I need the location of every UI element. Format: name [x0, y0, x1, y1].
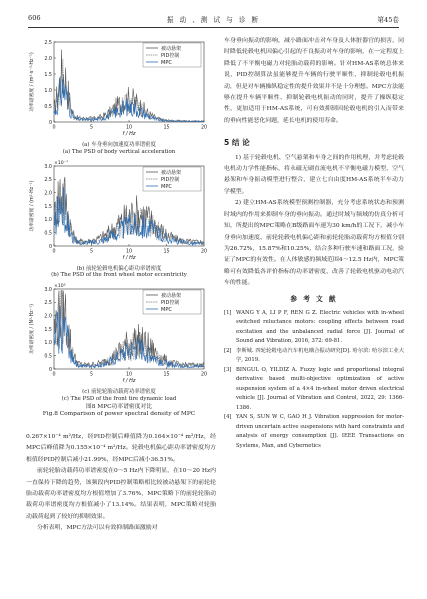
y-tick-label: 1.0: [44, 341, 52, 347]
reference-number: [3]: [224, 366, 232, 373]
reference-item: [224, 413, 404, 451]
x-tick-label: 5: [89, 125, 94, 131]
reference-number: [1]: [224, 309, 232, 316]
chart-a: [24, 34, 214, 156]
y-tick-label: 0: [48, 244, 52, 250]
chart-a-svg: [24, 34, 214, 142]
x-axis-label: f / Hz: [122, 378, 136, 384]
x-tick-label: 10: [125, 125, 133, 131]
section-title: 5 结 论: [224, 138, 250, 148]
page-number: 606: [28, 14, 41, 22]
y-tick-label: 1.0: [44, 217, 52, 223]
scale-note: ×10⁵: [54, 284, 66, 289]
y-tick-label: 2.5: [44, 177, 52, 183]
x-tick-label: 10: [125, 249, 133, 254]
y-tick-label: 3.0: [44, 164, 52, 170]
chart-a-caption-en: (a) The PSD of body vertical acceleration: [62, 148, 176, 155]
chart-b-caption-cn: (b) 前轮轮毂电机偏心距功率谱密度: [76, 265, 162, 272]
legend-label: PID控制: [161, 299, 180, 306]
legend-label: PID控制: [161, 176, 180, 183]
x-tick-label: 20: [200, 125, 208, 131]
chart-b: [24, 158, 214, 280]
volume-label: 第45卷: [377, 16, 399, 24]
legend-label: 被动悬架: [161, 292, 182, 299]
x-tick-label: 5: [89, 372, 94, 378]
y-tick-label: 0.5: [44, 354, 52, 360]
y-tick-label: 3.0: [44, 287, 52, 293]
paragraph: 车身垂向振动的影响，减小路面冲击对车身及人体脏器官的损害，同时降低轮毂电机因偏心引起的不良振动对车身的影响，在一定程度上降低了不平衡电磁力对轮胎动载荷的影响。针对HM-AS系统总体来说，PID控制算法虽能够提升车辆的行驶平顺性，抑制轮毂电机振动，但是对车辆操纵稳定性的提升效果并不是十分理想。MPC方法能够在提升车辆平顺性、抑制轮毂电机振动的同时，提升了操纵稳定性，更加适用于HM-AS系统，可有效抑制因轮毂电机的引入而带来的垂向性能恶化问题，延长电机的使用寿命。: [224, 38, 404, 124]
legend-label: 被动悬架: [161, 45, 182, 52]
y-axis-label: 功率谱密度 / (m²·Hz⁻¹): [30, 179, 35, 232]
paragraph: 2) 建立HM-AS系统模型预测控制器，充分考虑系统状态和预测时域内的作用来抑制车身的垂向振动。通过时域与频域的仿真分析可知，所提出的MPC策略在B级路面车速为30 km/h的工况下，减小车身垂向加速度、前轮轮毂电机偏心距和前轮轮胎动载荷均方根值分别为26.72%，15.87%和10.25%，结合多种行驶车速和路面工况，验证了MPC的有效性。在人体敏感的频域范围4～12.5 Hz内，MPC策略可有效降低各评价指标的功率谱密度，改善了轮毂电机驱动电动汽车的性能。: [224, 200, 404, 287]
y-tick-label: 1.5: [44, 204, 52, 210]
legend-label: MPC: [161, 306, 172, 313]
page-header: [28, 14, 399, 28]
paragraph: 前轮轮胎动载荷功率谱密度在0～5 Hz内下降明显，在10～20 Hz内一直保持下降的趋势，该频段内PID控制策略相比较被动悬架下的前轮轮胎动载荷功率谱密度均方根值增加了3.76%，MPC策略下的前轮轮胎动载荷功率谱密度均方根值减小了13.14%。结果表明，MPC策略对轮胎动载荷起到了较好的抑制效果。: [26, 468, 216, 520]
y-axis-label: 功率谱密度 / (N²·Hz⁻¹): [30, 303, 35, 355]
series-pid-line: [54, 59, 204, 122]
y-axis-label: 功率谱密度 / (m²·s⁻³·Hz⁻¹): [30, 52, 35, 112]
reference-item: [224, 347, 404, 366]
paragraph: 1) 基于轮毂电机、空气悬架和车身之间的作用机理，并考虑轮毂电机动力学性能指标，将永磁无刷直流电机不平衡电磁力模型、空气悬架和车身振动模型进行整合，建立七自由度HM-AS系统半车动力学模型。: [224, 154, 404, 195]
chart-a-caption-cn: (a) 车身垂向加速度功率谱密度: [82, 142, 156, 148]
chart-b-caption-en: (b) The PSD of the front wheel motor eccentricity: [51, 272, 187, 279]
paragraph: 分析表明，MPC方法可以有效抑制路面激励对: [37, 525, 158, 532]
x-tick-label: 0: [52, 372, 56, 378]
right-column-text: [224, 36, 404, 451]
reference-text: 李斯城. 四轮轮毂电动汽车机电耦合振动研究[D]. 哈尔滨: 哈尔滨工业大学, 2019.: [236, 347, 404, 364]
legend-label: MPC: [161, 59, 172, 66]
figure-caption-cn: 图8 MPC功率谱密度对比: [85, 403, 153, 410]
chart-c-caption-en: (c) The PSD of the front tire dynamic load: [61, 395, 177, 402]
y-tick-label: 0: [48, 367, 52, 373]
reference-text: BINGUL O, YILDIZ A. Fuzzy logic and proportional integral derivative based multi-objective optimization of active suspension system of a 4×4 in-wheel motor driven electrical vehicle [J]. Journal of Vibration and Control, 2022, 29: 1366-1386.: [236, 366, 404, 411]
reference-number: [4]: [224, 414, 232, 421]
scale-note: ×10⁻⁷: [54, 160, 68, 166]
chart-c: [24, 281, 214, 403]
journal-name: 振 动 、测 试 与 诊 断: [166, 16, 261, 24]
chart-c-svg: [24, 281, 214, 389]
x-axis-label: f / Hz: [122, 254, 136, 261]
figure-caption-en: Fig.8 Comparison of power spectral density of MPC: [42, 411, 196, 418]
header-rule: [28, 27, 399, 28]
x-axis-label: f / Hz: [122, 131, 136, 137]
legend-label: PID控制: [161, 52, 180, 59]
y-tick-label: 1.0: [44, 88, 52, 94]
x-tick-label: 10: [125, 372, 133, 378]
y-tick-label: 2.5: [44, 40, 52, 46]
y-tick-label: 2.5: [44, 301, 52, 307]
paragraph: 0.267×10⁻⁴ m²/Hz，经PID控制后峰值降为0.164×10⁻⁴ m²/Hz，经MPC后峰值降为0.155×10⁻⁴ m²/Hz。轮毂电机偏心距功率谱密度均方根值经PID控制后减小21.99%，经MPC后减小36.51%。: [26, 434, 216, 463]
y-tick-label: 1.5: [44, 72, 52, 78]
x-tick-label: 20: [200, 372, 208, 378]
figure-8: [24, 34, 214, 419]
reference-number: [2]: [224, 347, 232, 354]
reference-item: [224, 309, 404, 347]
chart-b-svg: [24, 158, 214, 266]
references-title: 参 考 文 献: [290, 294, 338, 303]
x-tick-label: 15: [163, 249, 170, 254]
x-tick-label: 20: [200, 249, 208, 254]
y-tick-label: 2.0: [44, 190, 52, 196]
y-tick-label: 2.0: [44, 314, 52, 320]
y-tick-label: 2.0: [44, 56, 52, 62]
x-tick-label: 0: [52, 125, 56, 131]
chart-c-caption-cn: (c) 前轮轮胎动载荷功率谱密度: [82, 389, 156, 395]
y-tick-label: 0: [48, 120, 52, 126]
reference-text: YAN S, SUN W C, GAO H J. Vibration suppression for motor-driven uncertain active suspensions with hard constraints and analysis of energy consumption [J]. IEEE Transactions on Systems, Man, and Cybernetics: [236, 414, 404, 449]
x-tick-label: 5: [89, 249, 94, 254]
x-tick-label: 0: [52, 249, 56, 254]
left-column-text: [26, 432, 216, 535]
y-tick-label: 1.5: [44, 327, 52, 333]
series-mpc-line: [54, 187, 204, 245]
reference-text: WANG Y A, LI P F, REN G Z. Electric vehicles with in-wheel switched reluctance motors: coupling effects between road excitation and the unbalanced radial force [J]. Journal of Sound and Vibration, 2016, 372: 69-81.: [236, 309, 404, 345]
reference-list: [224, 309, 404, 452]
legend-label: MPC: [161, 183, 172, 190]
reference-item: [224, 366, 404, 414]
y-tick-label: 0.5: [44, 104, 52, 110]
x-tick-label: 15: [163, 125, 170, 131]
y-tick-label: 0.5: [44, 230, 52, 236]
legend-label: 被动悬架: [161, 169, 182, 176]
x-tick-label: 15: [163, 372, 170, 378]
